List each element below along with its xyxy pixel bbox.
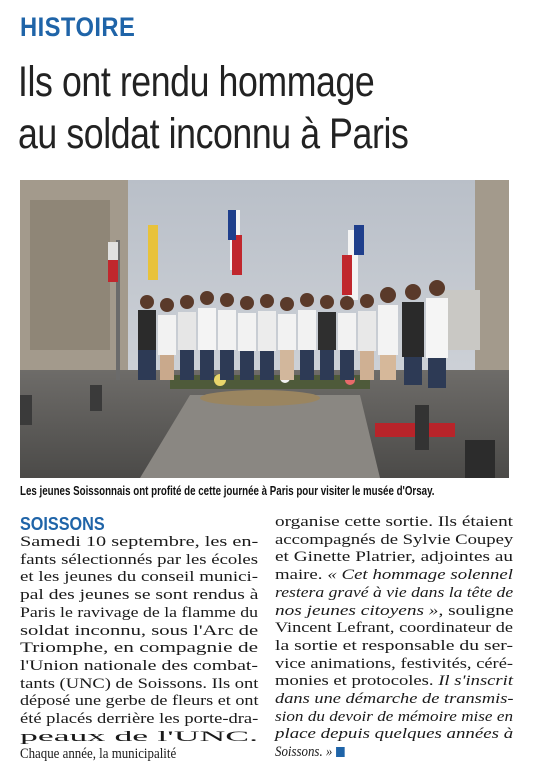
body-text-line: soldat inconnu, sous l'Arc de bbox=[20, 622, 259, 639]
photo-caption: Les jeunes Soissonnais ont profité de cette journée à Paris pour visiter le musée d'Orsay. bbox=[20, 484, 435, 498]
quote-text: nos jeunes citoyens » bbox=[275, 602, 439, 619]
body-text-line: été placés derrière les porte-dra- bbox=[20, 711, 259, 728]
article-column-left bbox=[20, 514, 258, 764]
body-text-line: fants sélectionnés par les écoles bbox=[20, 551, 258, 568]
body-text: maire. bbox=[275, 567, 328, 584]
body-text: et Ginette Platrier, adjointes au bbox=[275, 549, 513, 566]
quote-text: Il s'inscrit bbox=[438, 673, 513, 690]
headline-line-1: Ils ont rendu hommage bbox=[18, 58, 375, 106]
body-text-line: tants (UNC) de Soissons. Ils ont bbox=[20, 675, 259, 692]
quote-text: Soissons. » bbox=[275, 744, 333, 761]
body-text: organise cette sortie. Ils étaient bbox=[275, 514, 513, 530]
dateline: SOISSONS bbox=[20, 514, 105, 534]
body-text-line bbox=[275, 656, 513, 674]
body-text-line: Paris le ravivage de la flamme du bbox=[20, 604, 258, 621]
body-text-line bbox=[275, 603, 513, 621]
body-text: , souligne bbox=[438, 602, 514, 619]
body-text: vice animations, festivités, céré- bbox=[275, 655, 513, 672]
body-text-line bbox=[275, 691, 513, 709]
quote-text: « Cet hommage solennel bbox=[327, 567, 513, 584]
body-text-line bbox=[275, 514, 513, 532]
body-text-line: Triomphe, en compagnie de bbox=[20, 640, 258, 657]
left-column-text bbox=[20, 534, 258, 764]
body-text-line: Chaque année, la municipalité bbox=[20, 746, 177, 763]
article-column-right bbox=[275, 514, 513, 762]
body-text-line: pal des jeunes se sont rendus à bbox=[20, 587, 259, 604]
right-column-text bbox=[275, 514, 513, 762]
body-text-line bbox=[275, 567, 513, 585]
body-text: Vincent Lefrant, coordinateur de bbox=[275, 620, 513, 637]
body-text-line bbox=[275, 532, 513, 550]
end-of-article-square-icon bbox=[336, 747, 345, 757]
article-headline bbox=[18, 56, 516, 160]
body-text-line bbox=[275, 726, 513, 744]
body-text-line bbox=[275, 620, 513, 638]
quote-text: restera gravé à vie dans la tête de bbox=[275, 584, 514, 601]
body-text: accompagnés de Sylvie Coupey bbox=[275, 531, 514, 548]
body-text-line: déposé une gerbe de fleurs et ont bbox=[20, 693, 259, 710]
body-text-line bbox=[275, 673, 513, 691]
section-rubric: HISTOIRE bbox=[20, 12, 136, 42]
body-text-line bbox=[275, 549, 513, 567]
quote-text: dans une démarche de transmis- bbox=[275, 691, 514, 708]
quote-text: place depuis quelques années à bbox=[275, 726, 514, 743]
body-text-line: l'Union nationale des combat- bbox=[20, 657, 258, 674]
quote-text: sion du devoir de mémoire mise en bbox=[275, 708, 513, 725]
body-text-line bbox=[275, 744, 345, 762]
body-text-line: peaux de l'UNC. bbox=[20, 728, 258, 745]
body-text-line: et les jeunes du conseil munici- bbox=[20, 569, 258, 586]
article-photo bbox=[20, 180, 509, 478]
body-text-line: Samedi 10 septembre, les en- bbox=[20, 534, 259, 550]
headline-line-2: au soldat inconnu à Paris bbox=[18, 110, 409, 158]
group-photo-illustration bbox=[20, 180, 509, 478]
body-text: la sortie et responsable du ser- bbox=[275, 637, 513, 654]
body-text-line bbox=[275, 709, 513, 727]
body-text-line bbox=[275, 638, 513, 656]
body-text-line bbox=[275, 585, 513, 603]
body-text: monies et protocoles. bbox=[275, 673, 439, 690]
